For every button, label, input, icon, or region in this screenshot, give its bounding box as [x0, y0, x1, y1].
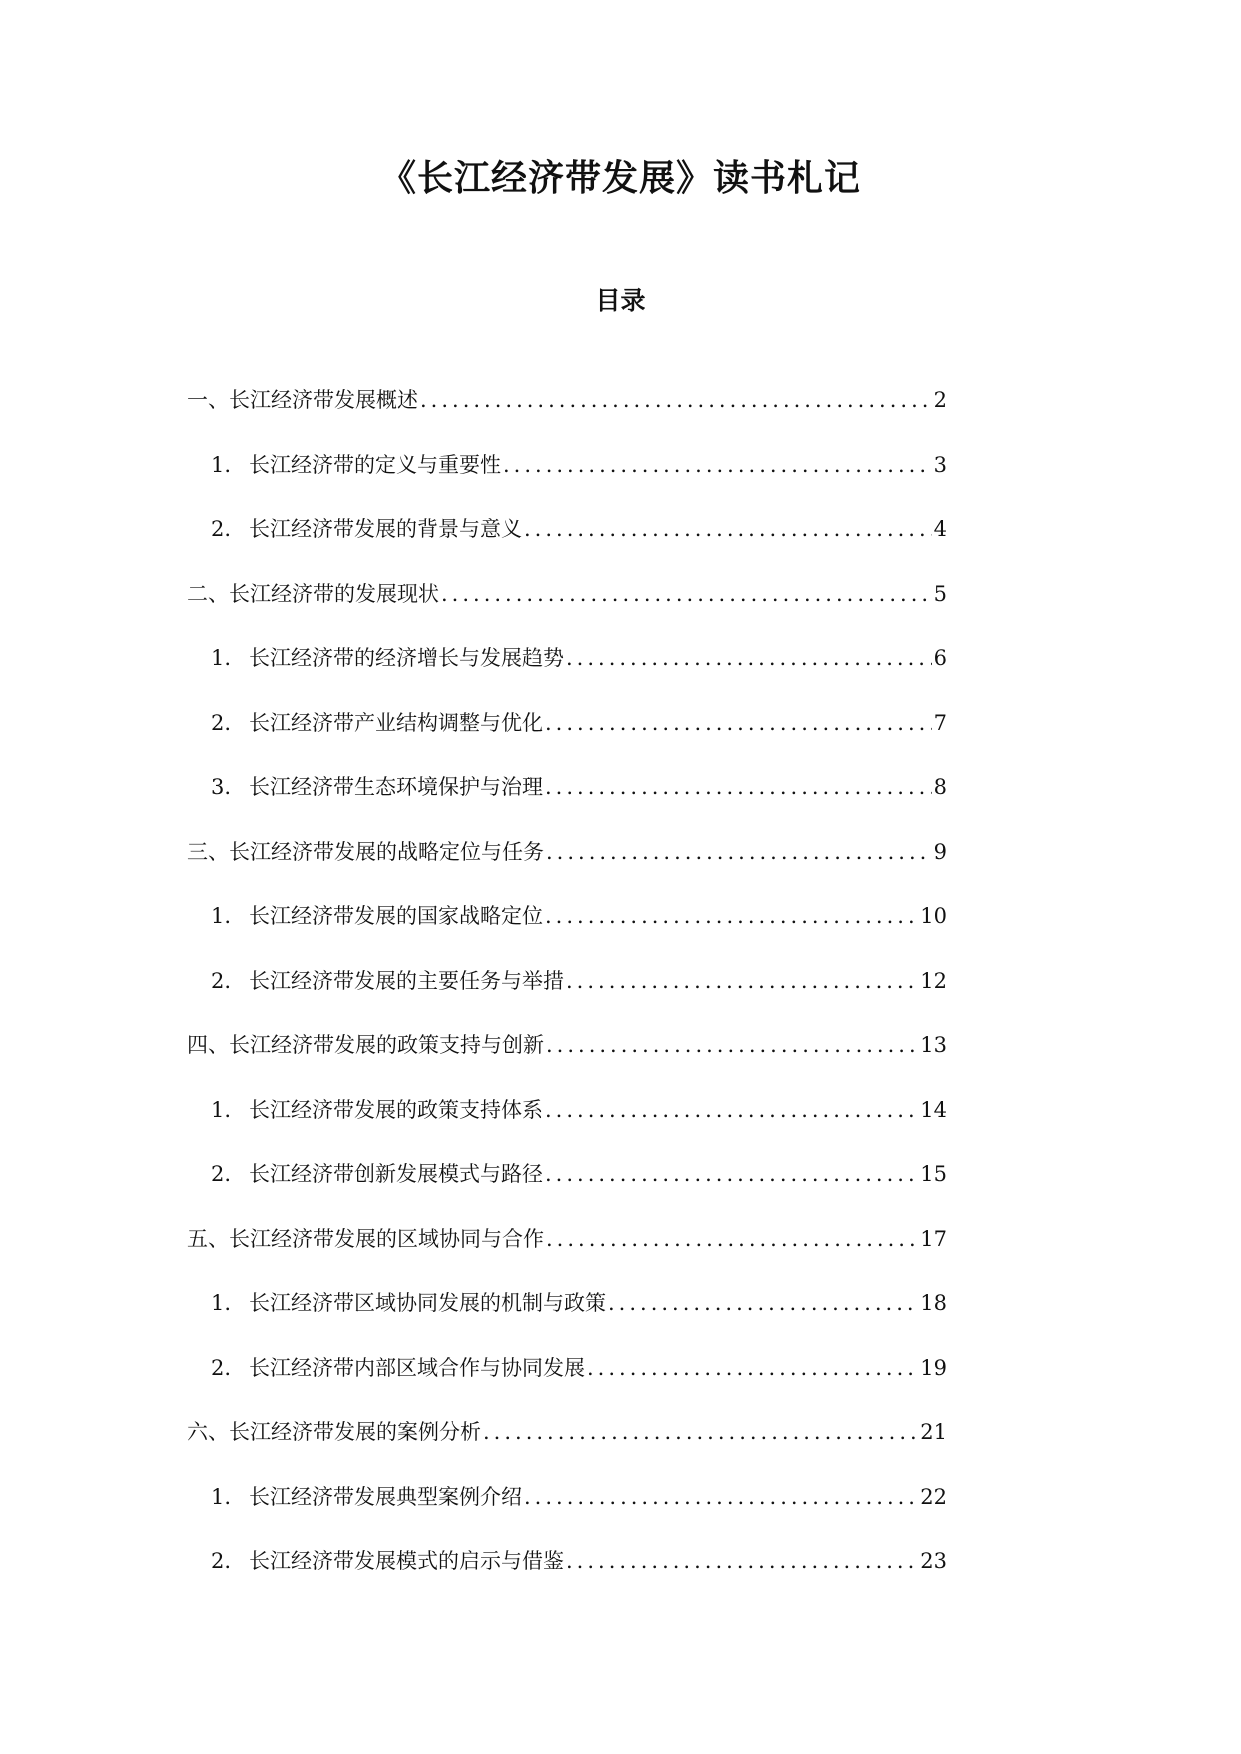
toc-entry-title	[211, 449, 501, 479]
toc-page-number: 23	[920, 1549, 947, 1573]
toc-entry-label: 长江经济带发展模式的启示与借鉴	[249, 1549, 564, 1573]
toc-entry-label: 长江经济带发展的背景与意义	[249, 517, 522, 541]
toc-subsection-entry[interactable]	[187, 1352, 947, 1417]
toc-entry-label: 长江经济带区域协同发展的机制与政策	[249, 1291, 606, 1315]
toc-entry-number: 2.	[211, 517, 232, 541]
toc-subsection-entry[interactable]	[187, 1545, 947, 1610]
toc-entry-number: 2.	[211, 1162, 232, 1186]
toc-entry-title	[211, 1094, 543, 1124]
toc-entry-title	[187, 384, 418, 414]
table-of-contents	[187, 384, 947, 1610]
toc-entry-label: 二、长江经济带的发展现状	[187, 581, 439, 606]
toc-page-number: 22	[920, 1484, 947, 1509]
toc-entry-title	[211, 642, 564, 672]
toc-subsection-entry[interactable]	[187, 1094, 947, 1159]
toc-dot-leader	[441, 582, 932, 606]
toc-subsection-entry[interactable]	[187, 1158, 947, 1223]
toc-dot-leader	[587, 1356, 918, 1380]
toc-entry-number: 2.	[211, 968, 232, 993]
toc-subsection-entry[interactable]	[187, 1481, 947, 1546]
toc-entry-label: 长江经济带创新发展模式与路径	[249, 1162, 543, 1186]
toc-entry-title	[187, 1223, 544, 1253]
toc-subsection-entry[interactable]	[187, 513, 947, 578]
toc-entry-title	[211, 1158, 543, 1188]
toc-entry-title	[211, 513, 522, 543]
toc-section-entry[interactable]	[187, 384, 947, 449]
toc-entry-label: 长江经济带产业结构调整与优化	[249, 710, 543, 735]
document-title: 《长江经济带发展》读书札记	[379, 157, 861, 199]
toc-entry-number: 2.	[211, 1549, 232, 1573]
toc-entry-title	[211, 707, 543, 737]
toc-entry-title	[211, 900, 543, 930]
toc-entry-number: 1.	[211, 1097, 232, 1122]
toc-dot-leader	[524, 517, 932, 541]
toc-page-number: 9	[933, 839, 947, 864]
toc-dot-leader	[545, 1162, 918, 1186]
toc-dot-leader	[566, 646, 932, 670]
toc-dot-leader	[546, 840, 932, 864]
toc-subsection-entry[interactable]	[187, 707, 947, 772]
toc-entry-number: 1.	[211, 1484, 232, 1509]
toc-page-number: 17	[920, 1226, 947, 1251]
toc-entry-label: 长江经济带的经济增长与发展趋势	[249, 646, 564, 670]
toc-entry-title	[187, 1029, 544, 1059]
toc-dot-leader	[545, 1098, 918, 1122]
toc-entry-label: 四、长江经济带发展的政策支持与创新	[187, 1033, 544, 1057]
toc-page-number: 5	[933, 581, 947, 606]
toc-entry-title	[211, 771, 543, 801]
toc-dot-leader	[545, 904, 918, 928]
toc-subsection-entry[interactable]	[187, 965, 947, 1030]
toc-page-number: 3	[933, 452, 947, 477]
toc-section-entry[interactable]	[187, 836, 947, 901]
toc-page-number: 12	[920, 968, 947, 993]
toc-entry-label: 长江经济带的定义与重要性	[249, 452, 501, 477]
toc-entry-number: 2.	[211, 1355, 232, 1380]
toc-section-entry[interactable]	[187, 1029, 947, 1094]
toc-dot-leader	[545, 711, 932, 735]
toc-entry-label: 五、长江经济带发展的区域协同与合作	[187, 1226, 544, 1251]
toc-dot-leader	[546, 1227, 918, 1251]
toc-page-number: 6	[933, 646, 947, 670]
toc-subsection-entry[interactable]	[187, 900, 947, 965]
toc-page-number: 8	[933, 775, 947, 799]
toc-dot-leader	[608, 1291, 918, 1315]
toc-entry-number: 1.	[211, 646, 232, 670]
toc-entry-label: 一、长江经济带发展概述	[187, 388, 418, 412]
toc-dot-leader	[546, 1033, 918, 1057]
toc-subsection-entry[interactable]	[187, 1287, 947, 1352]
toc-page-number: 4	[933, 517, 947, 541]
toc-entry-title	[211, 1481, 522, 1511]
toc-subsection-entry[interactable]	[187, 449, 947, 514]
toc-entry-number: 3.	[211, 775, 232, 799]
toc-subsection-entry[interactable]	[187, 771, 947, 836]
toc-entry-title	[211, 1352, 585, 1382]
toc-page-number: 15	[920, 1162, 947, 1186]
toc-entry-title	[211, 1287, 606, 1317]
toc-entry-label: 六、长江经济带发展的案例分析	[187, 1420, 481, 1444]
toc-entry-number: 1.	[211, 904, 232, 928]
toc-page-number: 13	[920, 1033, 947, 1057]
toc-page-number: 7	[933, 710, 947, 735]
toc-dot-leader	[566, 1549, 918, 1573]
toc-entry-label: 三、长江经济带发展的战略定位与任务	[187, 839, 544, 864]
toc-heading: 目录	[595, 286, 646, 315]
toc-entry-label: 长江经济带内部区域合作与协同发展	[249, 1355, 585, 1380]
toc-entry-label: 长江经济带发展的主要任务与举措	[249, 968, 564, 993]
toc-dot-leader	[524, 1485, 918, 1509]
toc-entry-title	[187, 578, 439, 608]
toc-entry-number: 1.	[211, 1291, 232, 1315]
toc-section-entry[interactable]	[187, 578, 947, 643]
toc-dot-leader	[566, 969, 918, 993]
toc-page-number: 10	[920, 904, 947, 928]
toc-entry-title	[211, 965, 564, 995]
toc-page-number: 2	[933, 388, 947, 412]
toc-entry-number: 2.	[211, 710, 232, 735]
toc-page-number: 21	[920, 1420, 947, 1444]
toc-section-entry[interactable]	[187, 1223, 947, 1288]
toc-entry-label: 长江经济带发展的国家战略定位	[249, 904, 543, 928]
toc-page-number: 19	[920, 1355, 947, 1380]
toc-page-number: 18	[920, 1291, 947, 1315]
toc-dot-leader	[420, 388, 932, 412]
toc-dot-leader	[483, 1420, 918, 1444]
toc-dot-leader	[545, 775, 932, 799]
toc-entry-label: 长江经济带发展的政策支持体系	[249, 1097, 543, 1122]
toc-entry-title	[211, 1545, 564, 1575]
toc-entry-label: 长江经济带生态环境保护与治理	[249, 775, 543, 799]
toc-entry-title	[187, 836, 544, 866]
toc-page-number: 14	[920, 1097, 947, 1122]
toc-dot-leader	[503, 453, 932, 477]
toc-entry-label: 长江经济带发展典型案例介绍	[249, 1484, 522, 1509]
toc-entry-title	[187, 1416, 481, 1446]
toc-section-entry[interactable]	[187, 1416, 947, 1481]
toc-subsection-entry[interactable]	[187, 642, 947, 707]
toc-entry-number: 1.	[211, 452, 232, 477]
